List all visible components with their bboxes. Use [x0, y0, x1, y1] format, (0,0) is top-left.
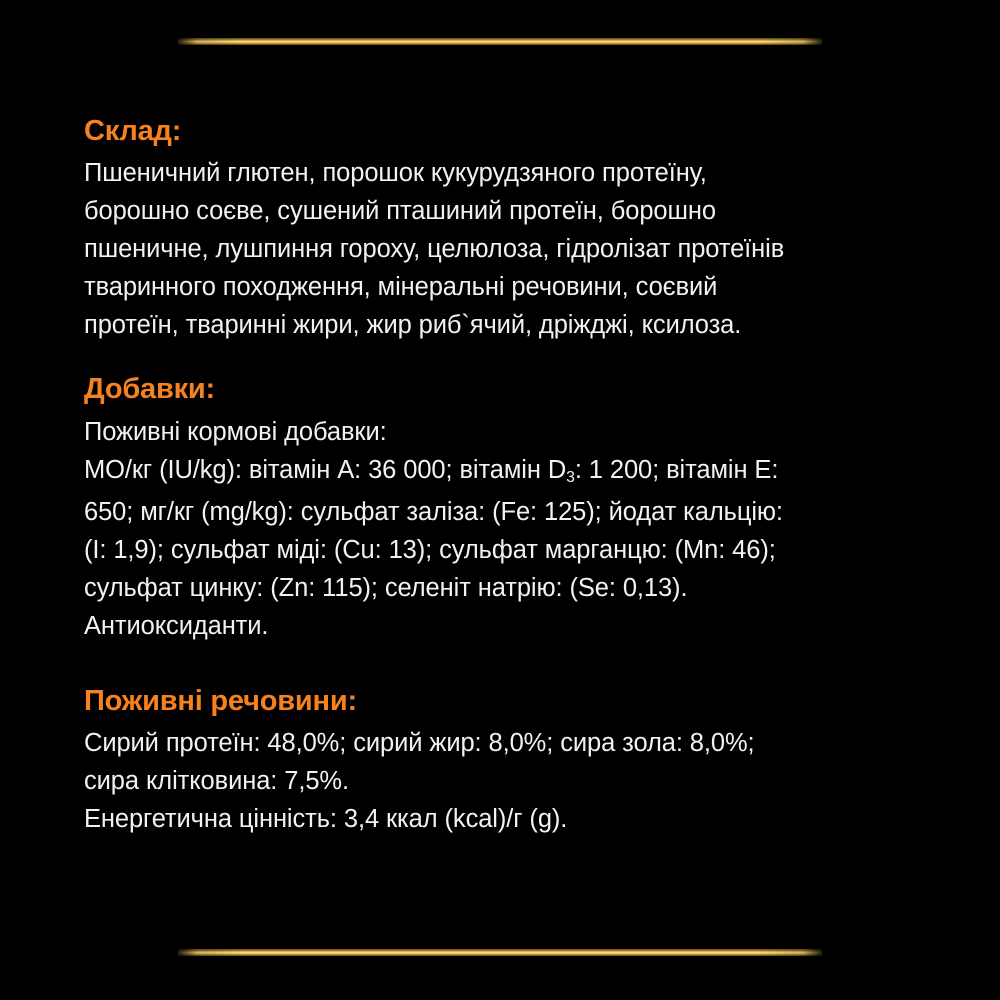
additives-heading: Добавки:: [84, 373, 215, 406]
additives-minerals-line: сульфат цинку: (Zn: 115); селеніт натрію: (Se: 0,13).: [84, 573, 688, 602]
section-composition: [84, 115, 916, 344]
composition-heading: Склад:: [84, 115, 182, 147]
additives-antioxidants-line: Антиоксиданти.: [84, 611, 269, 640]
composition-line: борошно соєве, сушений пташиний протеїн, борошно: [84, 197, 716, 226]
nutrients-line: Сирий протеїн: 48,0%; сирий жир: 8,0%; сира зола: 8,0%;: [84, 729, 755, 758]
label-content: [0, 45, 1000, 949]
section-additives: [84, 373, 916, 644]
composition-line: тваринного походження, мінеральні речовини, соєвий: [84, 273, 718, 302]
section-nutrients: [84, 685, 916, 838]
nutrients-body: [84, 724, 916, 838]
nutrients-line: сира клітковина: 7,5%.: [84, 767, 349, 796]
additives-body: [84, 413, 916, 645]
additives-vitamins-tail: : 1 200; вітамін E:: [574, 455, 779, 484]
gold-divider-bottom-icon: [178, 949, 822, 956]
composition-body: [84, 154, 916, 344]
section-spacer: [84, 645, 916, 685]
composition-line: пшеничне, лушпиння гороху, целюлоза, гідролізат протеїнів: [84, 235, 785, 264]
additives-intro-line: Поживні кормові добавки:: [84, 417, 387, 446]
nutrients-line: Енергетична цінність: 3,4 ккал (kcal)/г (g).: [84, 805, 568, 834]
composition-line: Пшеничний глютен, порошок кукурудзяного протеїну,: [84, 159, 707, 188]
section-spacer: [84, 344, 916, 373]
composition-line: протеїн, тваринні жири, жир риб`ячий, дріжджі, ксилоза.: [84, 311, 742, 340]
nutrients-heading: Поживні речовини:: [84, 684, 357, 717]
gold-divider-top-icon: [178, 38, 822, 45]
additives-vitamins-line: [84, 451, 916, 493]
additives-vitamins-text: МО/кг (IU/kg): вітамін A: 36 000; вітамін D: [84, 455, 567, 484]
additives-vitamins-line: 650; мг/кг (mg/kg): сульфат заліза: (Fe: 125); йодат кальцію:: [84, 497, 783, 526]
vitamin-d3-subscript: 3: [566, 469, 575, 487]
additives-minerals-line: (I: 1,9); сульфат міді: (Cu: 13); сульфат марганцю: (Mn: 46);: [84, 535, 776, 564]
